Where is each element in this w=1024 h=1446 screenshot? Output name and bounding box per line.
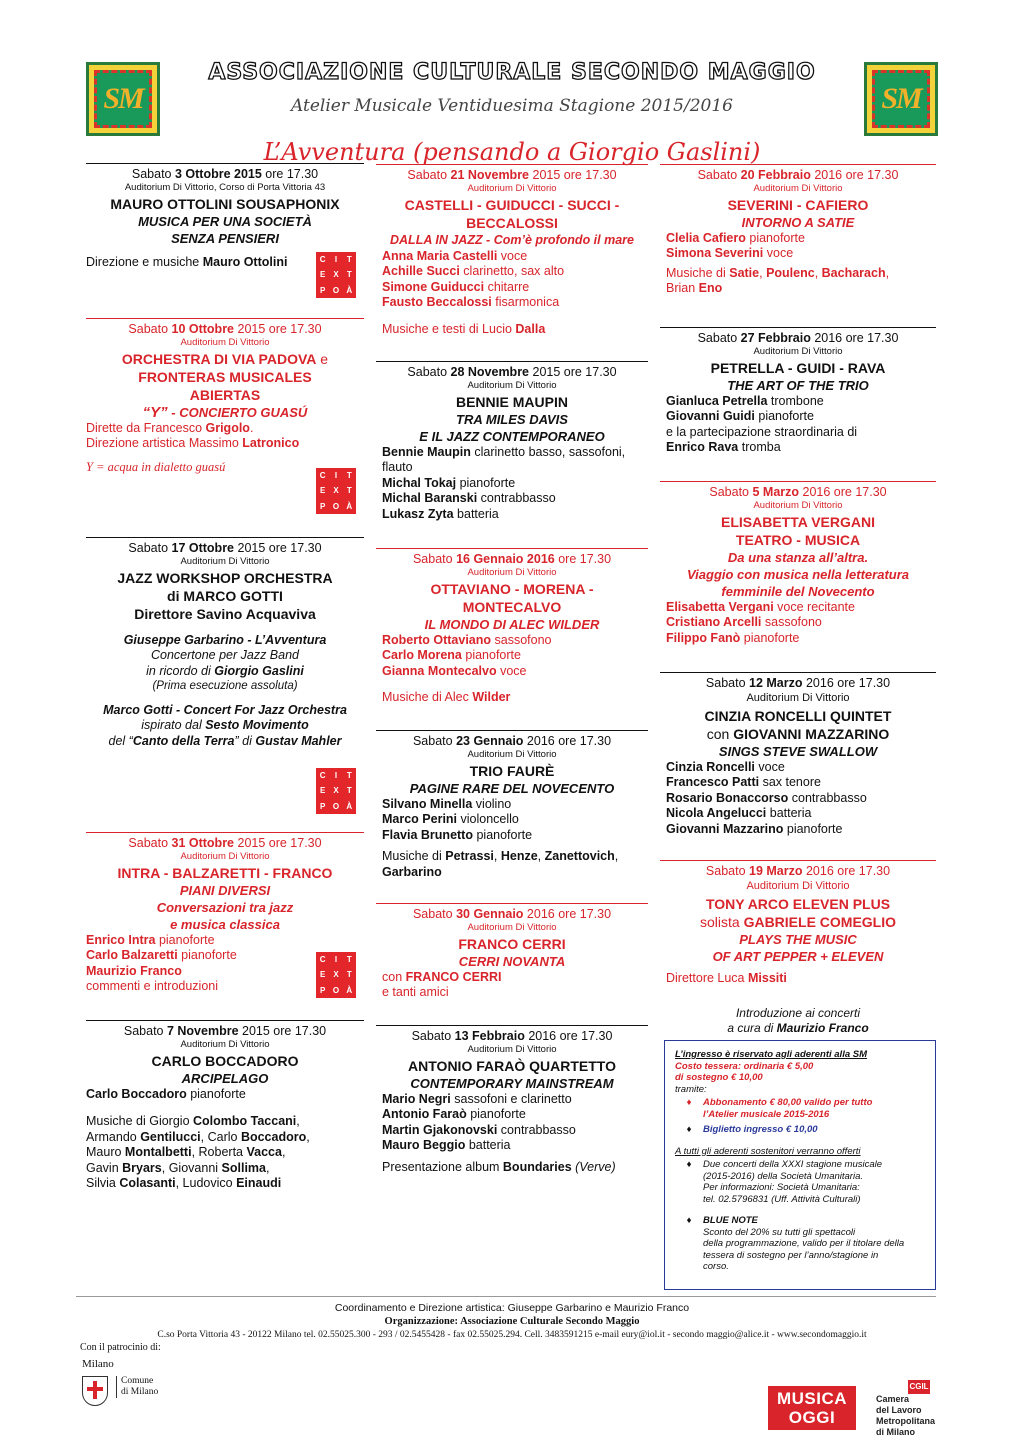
page-subtitle: Atelier Musicale Ventiduesima Stagione 2015/2016 bbox=[291, 96, 733, 116]
event-e7: Sabato 28 Novembre 2015 ore 17.30 Auditorium Di Vittorio BENNIE MAUPIN TRA MILES DAVIS E IL JAZZ CONTEMPORANEO Bennie Maupin clarinetto basso, sassofoni, flauto Michal Tokaj pianoforte Michal Baranski contrabbasso Lukasz Zyta batteria bbox=[376, 361, 648, 522]
intro-note: Introduzione ai concerti a cura di Maurizio Franco bbox=[727, 1006, 869, 1035]
event-e2: Sabato 10 Ottobre 2015 ore 17.30 Auditorium Di Vittorio ORCHESTRA DI VIA PADOVA e FRONTERAS MUSICALES ABIERTAS “Y” - CONCIERTO GUASÚ Dirette da Francesco Grigolo. Direzione artistica Massimo Latronico Y = acqua in dialetto guasú bbox=[86, 318, 364, 475]
citta-expo-logo: C I T E X T P O À bbox=[316, 952, 356, 998]
event-e5: Sabato 7 Novembre 2015 ore 17.30 Auditorium Di Vittorio CARLO BOCCADORO ARCIPELAGO Carlo Boccadoro pianoforte Musiche di Giorgio Colombo Taccani, Armando Gentilucci, Carlo Boccadoro, Mauro Montalbetti, Roberta Vacca, Gavin Bryars, Giovanni Sollima, Silvia Colasanti, Ludovico Einaudi bbox=[86, 1020, 364, 1192]
event-e11: Sabato 13 Febbraio 2016 ore 17.30 Auditorium Di Vittorio ANTONIO FARAÒ QUARTETTO CONTEMPORARY MAINSTREAM Mario Negri sassofoni e clarinetto Antonio Faraò pianoforte Martin Gjakonovski contrabbasso Mauro Beggio batteria Presentazione album Boundaries (Verve) bbox=[376, 1025, 648, 1175]
sm-logo-right bbox=[864, 62, 938, 136]
event-e9: Sabato 23 Gennaio 2016 ore 17.30 Auditorium Di Vittorio TRIO FAURÈ PAGINE RARE DEL NOVECENTO Silvano Minella violino Marco Perini violoncello Flavia Brunetto pianoforte Musiche di Petrassi, Henze, Zanettovich, Garbarino bbox=[376, 730, 648, 880]
logo-text: SM bbox=[103, 82, 143, 115]
footer-organization: Organizzazione: Associazione Culturale Secondo Maggio bbox=[384, 1316, 640, 1327]
logo-text: SM bbox=[881, 82, 921, 115]
footer-divider bbox=[76, 1296, 936, 1297]
event-e10: Sabato 30 Gennaio 2016 ore 17.30 Auditorium Di Vittorio FRANCO CERRI CERRI NOVANTA con FRANCO CERRI e tanti amici bbox=[376, 903, 648, 1001]
footer-patronage: Con il patrocinio di: bbox=[80, 1342, 161, 1353]
event-e12: Sabato 20 Febbraio 2016 ore 17.30 Auditorium Di Vittorio SEVERINI - CAFIERO INTORNO A SATIE Clelia Cafiero pianoforte Simona Severini voce Musiche di Satie, Poulenc, Bacharach, Brian Eno bbox=[660, 164, 936, 297]
cgil-camera-lavoro-logo: CGIL Camera del Lavoro Metropolitana di Milano bbox=[876, 1382, 936, 1437]
citta-expo-logo: C I T E X T P O À bbox=[316, 252, 356, 298]
footer-coordination: Coordinamento e Direzione artistica: Giuseppe Garbarino e Maurizio Franco bbox=[334, 1302, 690, 1314]
footer-contacts: C.so Porta Vittoria 43 - 20122 Milano tel. 02.55025.300 - 293 / 02.5455428 - fax 02.55025.294. Cell. 3483591215 e-mail eury@iol.it - secondo maggio@alice.it - www.secondomaggio.it bbox=[157, 1330, 867, 1340]
event-e3: Sabato 17 Ottobre 2015 ore 17.30 Auditorium Di Vittorio JAZZ WORKSHOP ORCHESTRA di MARCO GOTTI Direttore Savino Acquaviva Giuseppe Garbarino - L’Avventura Concertone per Jazz Band in ricordo di Giorgio Gaslini (Prima esecuzione assoluta) Marco Gotti - Concert For Jazz Orchestra ispirato dal Sesto Movimento del “Canto della Terra” di Gustav Mahler bbox=[86, 537, 364, 749]
event-e4: Sabato 31 Ottobre 2015 ore 17.30 Auditorium Di Vittorio INTRA - BALZARETTI - FRANCO PIANI DIVERSI Conversazioni tra jazz e musica classica Enrico Intra pianoforte Carlo Balzaretti pianoforte Maurizio Franco commenti e introduzioni bbox=[86, 832, 364, 995]
sm-logo-left bbox=[86, 62, 160, 136]
event-e16: Sabato 19 Marzo 2016 ore 17.30 Auditorium Di Vittorio TONY ARCO ELEVEN PLUS solista GABRIELE COMEGLIO PLAYS THE MUSIC OF ART PEPPER + ELEVEN Direttore Luca Missiti bbox=[660, 860, 936, 986]
event-e13: Sabato 27 Febbraio 2016 ore 17.30 Auditorium Di Vittorio PETRELLA - GUIDI - RAVA THE ART OF THE TRIO Gianluca Petrella trombone Giovanni Guidi pianoforte e la partecipazione straordinaria di Enrico Rava tromba bbox=[660, 327, 936, 456]
membership-info-box: L’ingresso è riservato agli aderenti alla SM Costo tessera: ordinaria € 5,00 di sostegno € 10,00 tramite: ♦ Abbonamento € 80,00 valido per tutto l’Atelier musicale 2015-2016 ♦ Biglietto ingresso € 10,00 A tutti gli aderenti sostenitori verranno offerti ♦ Due concerti della XXXI stagione musicale (2015-2016) della Società Umanitaria. Per informazioni: Società Umanitaria: tel. 02.5796831 (Uff. Attività Culturali) ♦ BLUE NOTE Sconto del 20% su tutti gli spettacoli della programmazione, valido per il titolare della tessera di sostegno per l’anno/stagione in corso. bbox=[664, 1040, 936, 1290]
comune-milano-logo: Milano Comune di Milano bbox=[80, 1358, 160, 1414]
citta-expo-logo: C I T E X T P O À bbox=[316, 468, 356, 514]
season-theme: L’Avventura (pensando a Giorgio Gaslini) bbox=[263, 138, 761, 166]
citta-expo-logo: C I T E X T P O À bbox=[316, 768, 356, 814]
event-e1: Sabato 3 Ottobre 2015 ore 17.30 Auditorium Di Vittorio, Corso di Porta Vittoria 43 MAURO OTTOLINI SOUSAPHONIX MUSICA PER UNA SOCIETÀ SENZA PENSIERI Direzione e musiche Mauro Ottolini bbox=[86, 163, 364, 270]
event-e8: Sabato 16 Gennaio 2016 ore 17.30 Auditorium Di Vittorio OTTAVIANO - MORENA - MONTECALVO IL MONDO DI ALEC WILDER Roberto Ottaviano sassofono Carlo Morena pianoforte Gianna Montecalvo voce Musiche di Alec Wilder bbox=[376, 548, 648, 706]
page-title: ASSOCIAZIONE CULTURALE SECONDO MAGGIO bbox=[208, 60, 816, 85]
event-e15: Sabato 12 Marzo 2016 ore 17.30 Auditorium Di Vittorio CINZIA RONCELLI QUINTET con GIOVANNI MAZZARINO SINGS STEVE SWALLOW Cinzia Roncelli voce Francesco Patti sax tenore Rosario Bonaccorso contrabbasso Nicola Angelucci batteria Giovanni Mazzarino pianoforte bbox=[660, 672, 936, 837]
event-title: MAURO OTTOLINI SOUSAPHONIX bbox=[110, 195, 340, 212]
musica-oggi-logo: MUSICA OGGI bbox=[768, 1386, 856, 1430]
coat-of-arms-icon bbox=[82, 1376, 108, 1406]
event-e14: Sabato 5 Marzo 2016 ore 17.30 Auditorium Di Vittorio ELISABETTA VERGANI TEATRO - MUSICA Da una stanza all’altra. Viaggio con musica nella letteratura femminile del Novecento Elisabetta Vergani voce recitante Cristiano Arcelli sassofono Filippo Fanò pianoforte bbox=[660, 481, 936, 646]
event-e6: Sabato 21 Novembre 2015 ore 17.30 Auditorium Di Vittorio CASTELLI - GUIDUCCI - SUCCI - BECCALOSSI DALLA IN JAZZ - Com’è profondo il mare Anna Maria Castelli voce Achille Succi clarinetto, sax alto Simone Guiducci chitarre Fausto Beccalossi fisarmonica Musiche e testi di Lucio Dalla bbox=[376, 164, 648, 337]
